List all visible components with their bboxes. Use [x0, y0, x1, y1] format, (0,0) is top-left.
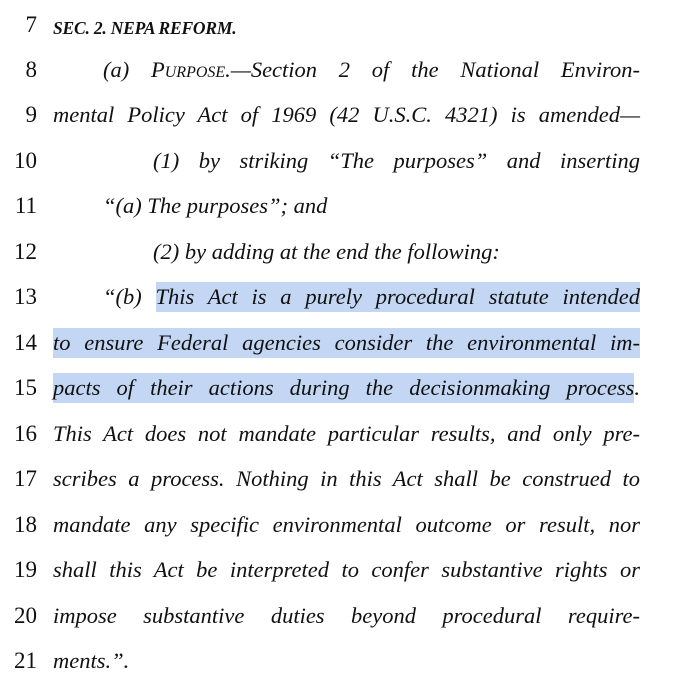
line-text: scribes a process. Nothing in this Act shall be construed to: [53, 466, 640, 491]
line-20: [0, 595, 676, 640]
line-text: This Act does not mandate particular results, and only pre-: [53, 421, 640, 446]
line-15: [0, 367, 676, 412]
line-18: [0, 504, 676, 549]
line-16: [0, 413, 676, 458]
line-text: [103, 282, 640, 312]
line-number: 7: [25, 12, 37, 37]
section-heading: SEC. 2. NEPA REFORM.: [53, 18, 237, 38]
line-number: 13: [14, 284, 37, 309]
line-17: [0, 458, 676, 503]
line-number: 11: [14, 193, 37, 218]
line-text: “(a) The purposes”; and: [103, 193, 328, 218]
line-number: 8: [25, 57, 37, 82]
line-number: 21: [14, 648, 37, 673]
subsection-label: (a): [103, 57, 151, 82]
line-13: [0, 276, 676, 321]
paragraph-label: “(b): [103, 284, 156, 309]
line-text: mandate any specific environmental outcome or result, nor: [53, 512, 640, 537]
line-number: 9: [25, 102, 37, 127]
line-number: 17: [14, 466, 37, 491]
line-content: —Section 2 of the National Environ-: [230, 57, 640, 82]
line-number: 14: [14, 330, 37, 355]
line-number: 19: [14, 557, 37, 582]
line-21: [0, 640, 676, 685]
highlighted-text[interactable]: pacts of their actions during the decisionmaking process: [53, 373, 634, 403]
line-number: 20: [14, 603, 37, 628]
line-text: shall this Act be interpreted to confer substantive rights or: [53, 557, 640, 582]
line-text: ments.”.: [53, 648, 130, 673]
line-10: [0, 140, 676, 185]
highlighted-text[interactable]: This Act is a purely procedural statute intended: [156, 282, 640, 312]
line-7: [0, 4, 676, 49]
line-text: impose substantive duties beyond procedural require-: [53, 603, 640, 628]
line-text: [53, 328, 640, 358]
line-number: 18: [14, 512, 37, 537]
line-suffix: .: [634, 375, 640, 400]
line-text: (2) by adding at the end the following:: [153, 239, 500, 264]
line-9: [0, 94, 676, 139]
line-text: (1) by striking “The purposes” and inserting: [153, 148, 640, 173]
line-text: mental Policy Act of 1969 (42 U.S.C. 4321) is amended—: [53, 102, 640, 127]
line-8: [0, 49, 676, 94]
line-number: 10: [14, 148, 37, 173]
line-text: [103, 55, 640, 85]
highlighted-text[interactable]: to ensure Federal agencies consider the environmental im-: [53, 328, 640, 358]
line-14: [0, 322, 676, 367]
line-11: [0, 185, 676, 230]
line-number: 12: [14, 239, 37, 264]
line-12: [0, 231, 676, 276]
line-number: 16: [14, 421, 37, 446]
subsection-heading: Purpose.: [151, 57, 231, 82]
line-19: [0, 549, 676, 594]
line-number: 15: [14, 375, 37, 400]
line-text: [53, 373, 640, 403]
